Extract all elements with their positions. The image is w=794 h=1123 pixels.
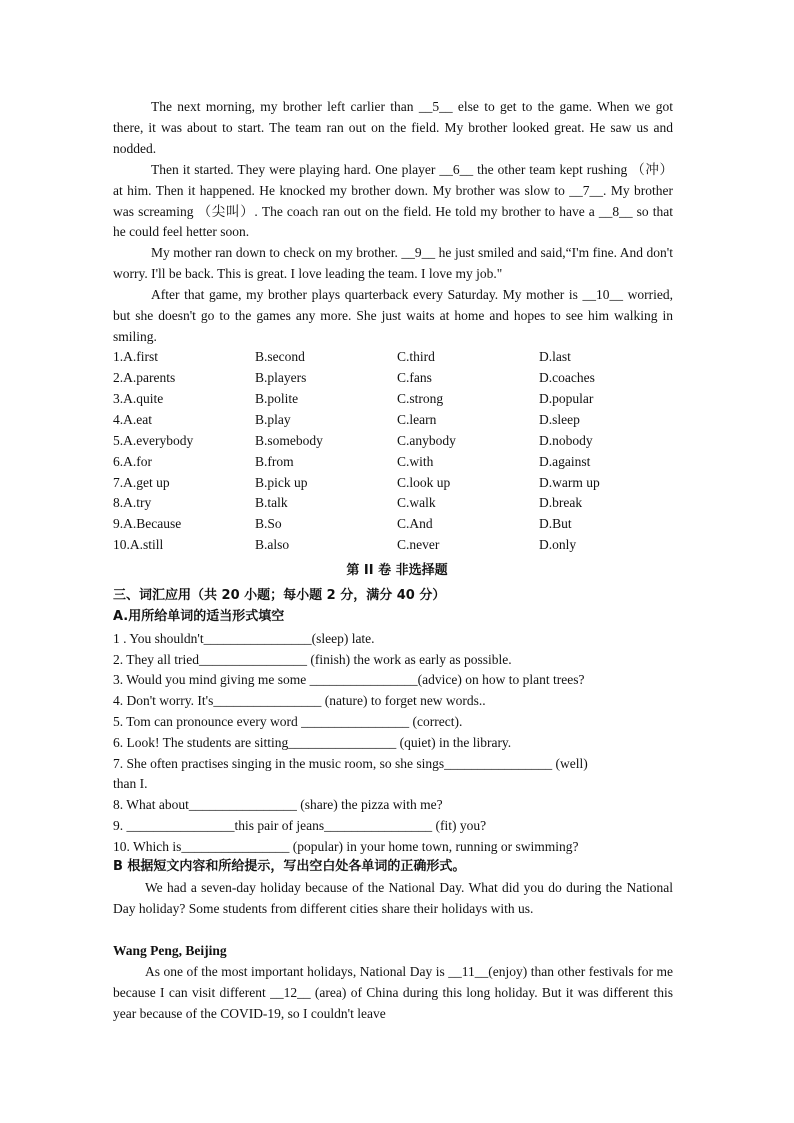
option-6a: 6.A.for (113, 454, 152, 469)
section-3-title: 三、词汇应用（共 20 小题；每小题 2 分，满分 40 分） (113, 588, 446, 603)
option-5d: D.nobody (539, 433, 593, 448)
fill-item: 7. She often practises singing in the music room, so she sings________________ (well) (113, 756, 588, 771)
part-b-intro: We had a seven-day holiday because of the National Day. What did you do during the National Day holiday? Some students from different cities share their holidays with us. (113, 880, 673, 916)
option-7d: D.warm up (539, 475, 600, 490)
option-8a: 8.A.try (113, 495, 152, 510)
fill-item: 3. Would you mind giving me some ________________(advice) on how to plant trees? (113, 672, 585, 687)
fill-item: 1 . You shouldn't________________(sleep) late. (113, 631, 375, 646)
passage-paragraph-2: Then it started. They were playing hard. One player __6__ the other team kept rushing （冲） at him. Then it happened. He knocked my brother down. My brother was slow to __7__. My brother was screaming （尖叫）. The coach ran out on the field. He told my brother to have a __8__ so that he could feel hetter soon. (113, 162, 673, 240)
option-8b: B.talk (255, 495, 288, 510)
option-2d: D.coaches (539, 370, 595, 385)
passage-paragraph-4: After that game, my brother plays quarterback every Saturday. My mother is __10__ worried, but she doesn't go to the games any more. She just waits at home and hopes to see him walking in smiling. (113, 287, 673, 344)
option-10b: B.also (255, 537, 290, 552)
fill-item: 5. Tom can pronounce every word ________________ (correct). (113, 714, 463, 729)
option-5a: 5.A.everybody (113, 433, 194, 448)
option-6b: B.from (255, 454, 294, 469)
option-5c: C.anybody (397, 433, 456, 448)
option-8d: D.break (539, 495, 583, 510)
option-4b: B.play (255, 412, 291, 427)
option-5b: B.somebody (255, 433, 323, 448)
option-7a: 7.A.get up (113, 475, 170, 490)
option-2c: C.fans (397, 370, 432, 385)
option-2b: B.players (255, 370, 307, 385)
option-1c: C.third (397, 349, 435, 364)
fill-item: 10. Which is________________ (popular) in your home town, running or swimming? (113, 839, 579, 854)
option-3b: B.polite (255, 391, 299, 406)
option-8c: C.walk (397, 495, 436, 510)
option-4c: C.learn (397, 412, 437, 427)
option-6c: C.with (397, 454, 434, 469)
passage-paragraph-3: My mother ran down to check on my brother. __9__ he just smiled and said,“I'm fine. And don't worry. I'll be back. This is great. I love leading the team. I love my job." (113, 245, 673, 281)
option-10a: 10.A.still (113, 537, 164, 552)
option-3d: D.popular (539, 391, 594, 406)
fill-item: 4. Don't worry. It's________________ (nature) to forget new words.. (113, 693, 486, 708)
option-1a: 1.A.first (113, 349, 158, 364)
part-b-subhead: Wang Peng, Beijing (113, 943, 227, 958)
part-b-paragraph: As one of the most important holidays, National Day is __11__(enjoy) than other festivals for me because I can visit different __12__ (area) of China during this long holiday. But it was different this year because of the COVID-19, so I couldn't leave (113, 964, 673, 1021)
option-9a: 9.A.Because (113, 516, 182, 531)
passage-paragraph-1: The next morning, my brother left carlier than __5__ else to get to the game. When we got there, it was about to start. The team ran out on the field. My brother looked great. He saw us and nodded. (113, 99, 673, 156)
option-7c: C.look up (397, 475, 451, 490)
option-9b: B.So (255, 516, 282, 531)
fill-item: 6. Look! The students are sitting________________ (quiet) in the library. (113, 735, 512, 750)
option-10d: D.only (539, 537, 577, 552)
option-3c: C.strong (397, 391, 444, 406)
part-a-title: A.用所给单词的适当形式填空 (113, 609, 285, 624)
option-4a: 4.A.eat (113, 412, 152, 427)
fill-item-continuation: than I. (113, 776, 148, 791)
fill-item: 2. They all tried________________ (finish) the work as early as possible. (113, 652, 512, 667)
option-1d: D.last (539, 349, 571, 364)
option-6d: D.against (539, 454, 591, 469)
option-9d: D.But (539, 516, 572, 531)
fill-item: 9. ________________this pair of jeans________________ (fit) you? (113, 818, 487, 833)
volume-title: 第 II 卷 非选择题 (346, 563, 448, 578)
option-1b: B.second (255, 349, 305, 364)
option-7b: B.pick up (255, 475, 308, 490)
option-3a: 3.A.quite (113, 391, 164, 406)
option-2a: 2.A.parents (113, 370, 176, 385)
option-9c: C.And (397, 516, 433, 531)
option-4d: D.sleep (539, 412, 580, 427)
fill-item: 8. What about________________ (share) the pizza with me? (113, 797, 443, 812)
part-b-title: B 根据短文内容和所给提示，写出空白处各单词的正确形式。 (113, 859, 466, 874)
option-10c: C.never (397, 537, 440, 552)
